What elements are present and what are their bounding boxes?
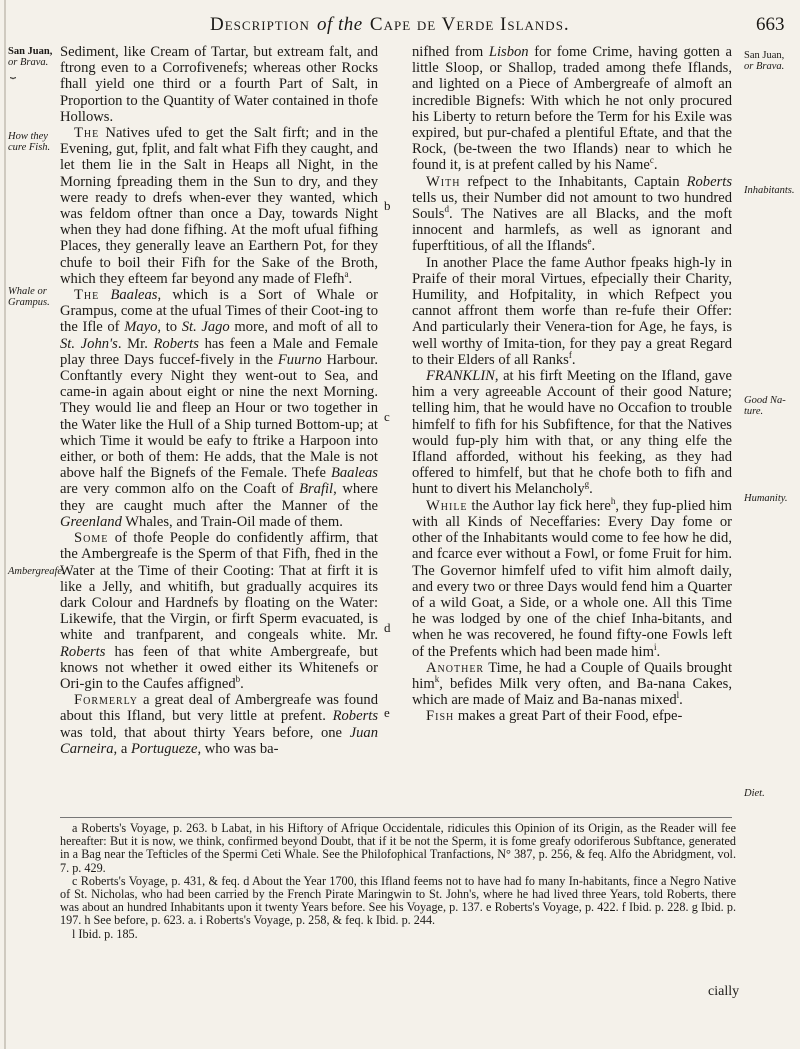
margin-note-good-nature: Good Na- ture.	[744, 395, 786, 417]
title-of-the: of the	[317, 14, 363, 35]
margin-note-diet: Diet.	[744, 788, 765, 799]
paragraph: The Baaleas, which is a Sort of Whale or Grampus, come at the ufual Times of their Coot-ing to the Ifle of Mayo, to St. Jago more, and moft of all to St. John's. Mr. Roberts has feen a Male and Female play three Days fuccef-fively in the Fuurno Harbour. Conftantly every Night they went-out to Sea, and came-in again about eight or nine the next Morning. They would lie and fleep an Hour or two together in the Water like the Hull of a Ship turned Bottom-up; at which Time it would be eafy to ftrike a Harpoon into either, or both of them: He adds, that the Male is not above half the Bignefs of the Female. Thefe Baaleas are very common alfo on the Coaft of Brafil, where they are caught much after the Manner of the Greenland Whales, and Train-Oil made of them.	[60, 287, 378, 530]
page-edge-shadow	[4, 0, 6, 1049]
paragraph: Some of thofe People do confidently affirm, that the Ambergreafe is the Sperm of that Fifh, fhed in the Water at the Time of their Cooting: That at firft it is like a Jelly, and whitifh, but gradually acquires its dark Colour and Hardnefs by floating on the Water: Likewife, that the Virgin, or firft Sperm evacuated, is white and tranfparent, and congeals white. Mr. Roberts has feen of that white Ambergreafe, but knows not whether it owed either its Whitenefs or Ori-gin to the Caufes affigned$^b$.	[60, 530, 378, 692]
paragraph: Formerly a great deal of Ambergreafe was found about this Ifland, but very little at prefent. Roberts was told, that about thirty Years before, one Juan Carneira, a Portugueze, who was ba-	[60, 692, 378, 757]
catchword: cially	[708, 984, 740, 999]
margin-note-humanity: Humanity.	[744, 493, 788, 504]
margin-note-ambergreafe: Ambergreafe.	[8, 566, 65, 577]
margin-note-san-juan-right: San Juan, or Brava.	[744, 50, 785, 72]
paragraph: nifhed from Lisbon for fome Crime, having gotten a little Sloop, or Shallop, traded among thefe Iflands, and lighted on a Piece of Ambergreafe of almoft an incredible Bignefs: With which he not only procured his Liberty to return before the Term for his Exile was expired, but pur-chafed a plentiful Eftate, and that the Rock, (be-tween the two Iflands) near to which he found it, is at prefent called by his Name$^c$.	[412, 44, 732, 174]
column-letter-e: e	[384, 705, 390, 720]
page-number: 663	[756, 14, 785, 35]
footnote: a Roberts's Voyage, p. 263. b Labat, in his Hiftory of Afrique Occidentale, ridicules this Opinion of its Origin, as the Reader will fee hereafter: But it is now, we think, confirmed beyond Doubt, that if it be not the Sperm, it is fome greafy odoriferous Subftance, generated in a Bag near the Tefticles of the Spermi Ceti Whale. See the Philofophical Tranfactions, N° 387, p. 256, & feq. Alfo the Abridgment, vol. 7. p. 429.	[60, 821, 736, 875]
margin-note-whale: Whale or Grampus.	[8, 286, 50, 308]
paragraph: Another Time, he had a Couple of Quails brought him$^k$, befides Milk very often, and Ba-nana Cakes, which are made of Maiz and Ba-nanas mixed$^l$.	[412, 659, 732, 709]
paragraph: While the Author lay fick here$^h$, they fup-plied him with all Kinds of Neceffaries: Every Day fome or other of the Inhabitants would come to fee how he did, and fcarce ever without a Fowl, or fome Fruit for him. The Governor himfelf ufed to vifit him almoft daily, and every two or three Days would fend him a Quarter of a wild Goat, a Side, or a whole one. All this Time he was lodged by one of the chief Inha-bitants, and when he was recovered, he found fifty-one Fowls left of the Prefents which had been made him$^i$.	[412, 495, 732, 660]
footnote-divider	[60, 817, 732, 818]
column-letter-b: b	[384, 198, 391, 213]
paragraph: The Natives ufed to get the Salt firft; and in the Evening, gut, fplit, and falt what Fifh they caught, and let them lie in the Salt in Heaps all Night, in the Morning fpreading them in the Sun to dry, and they were ready to drefs when-ever they wanted, which was feldom oftner than once a Day, towards Night when they had done fifhing. At the moft ufual fifhing Places, they generally leave an Earthern Pot, for they chufe to boil their Fifh for the Sake of the Broth, which they efteem far beyond any made of Flefh$^a$.	[60, 125, 378, 287]
footnote: c Roberts's Voyage, p. 431, & feq. d About the Year 1700, this Ifland feems not to have had fo many In-habitants, fince a Negro Native of St. Nicholas, who had been carried by the French Pirate Maringwin to St. John's, where he had lived three Years, told Roberts, there was about an hundred Inhabitants upon it twenty Years before. See his Voyage, p. 137. e Roberts's Voyage, p. 422. f Ibid. p. 228. g Ibid. p. 197. h See before, p. 623. a. i Roberts's Voyage, p. 258, & feq. k Ibid. p. 244.	[60, 873, 736, 928]
right-column	[412, 44, 732, 725]
running-title	[210, 14, 570, 36]
left-column	[60, 44, 378, 757]
footnotes	[60, 822, 736, 941]
paragraph: Fish makes a great Part of their Food, efpe-	[426, 708, 683, 725]
column-letter-c: c	[384, 409, 390, 424]
title-description: Description	[210, 14, 310, 35]
footnote: l Ibid. p. 185.	[72, 926, 138, 941]
margin-note-san-juan-left: San Juan, or Brava.	[8, 46, 53, 68]
title-cape-de-verde: Cape de Verde Islands.	[369, 14, 570, 35]
column-letter-d: d	[384, 620, 391, 635]
running-header	[0, 14, 800, 44]
brace-mark: ⏟	[10, 68, 16, 79]
paragraph: Sediment, like Cream of Tartar, but extream falt, and ftrong even to a Corrofivenefs; whereas other Rocks fhall yield one third or a fourth Part of Salt, in Proportion to the Quantity of Water contained in thofe Hollows.	[60, 44, 378, 125]
margin-note-inhabitants: Inhabitants.	[744, 185, 795, 196]
paragraph: In another Place the fame Author fpeaks high-ly in Praife of their moral Virtues, efpecially their Charity, Humility, and Hofpitality, in which Refpect you cannot affront them worfe than re-fufe their Offer: And particularly their Venera-tion for Age, he fays, is well worthy of Imita-tion, for they pay a great Regard to their Elders of all Ranks$^f$.	[412, 254, 732, 368]
paragraph: FRANKLIN, at his firft Meeting on the Ifland, gave him a very agreeable Account of their good Nature; telling him, that he would have no Occafion to trouble himfelf to fifh for his Subfiftence, for that the Natives would fup-ply him with that, or any thing elfe the Ifland afforded, without his feeking, as they had offered to himfelf, but that he chofe both to fifh and hunt to divert his Melancholy$^g$.	[412, 368, 732, 498]
margin-note-cure-fish: How they cure Fish.	[8, 131, 51, 153]
paragraph: With refpect to the Inhabitants, Captain Roberts tells us, their Number did not amount to two hundred Souls$^d$. The Natives are all Blacks, and the moft innocent and harmlefs, as well as ignorant and fuperftitious, of all the Iflands$^e$.	[412, 173, 732, 255]
